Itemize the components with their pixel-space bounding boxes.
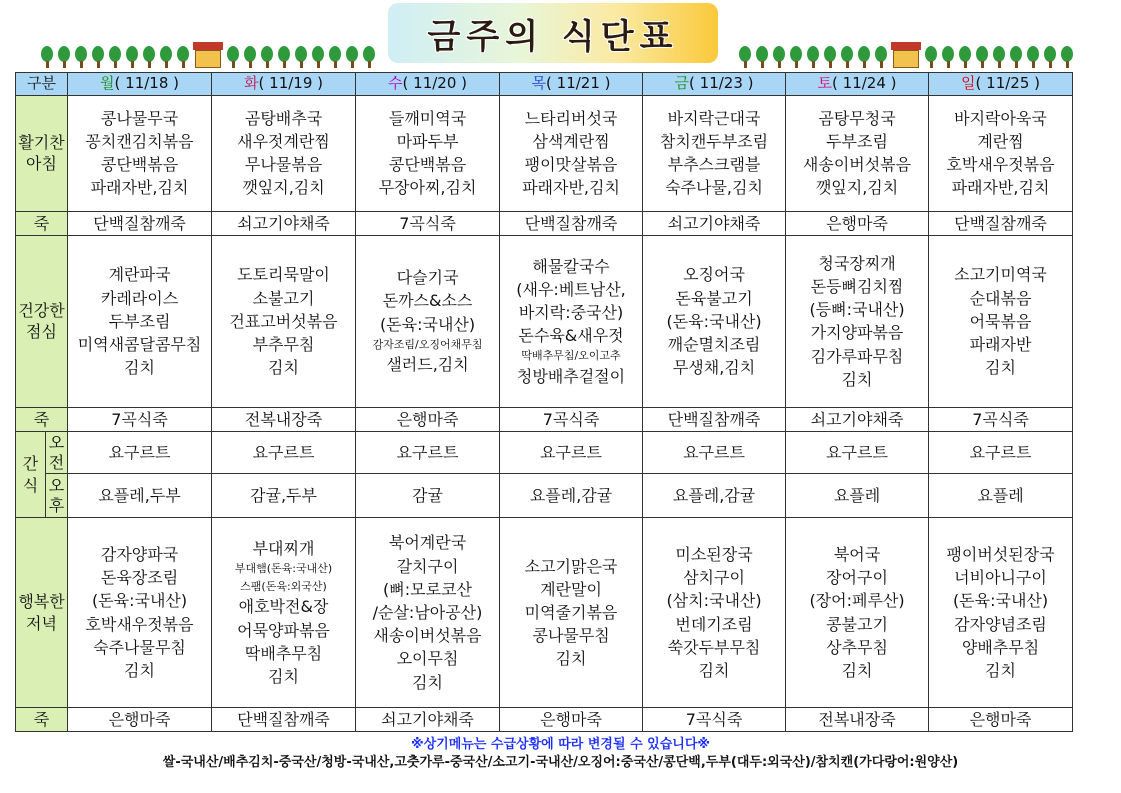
- menu-item: 무생채,김치: [672, 358, 756, 378]
- porridge-cell: 단백질참깨죽: [68, 211, 212, 235]
- menu-item: 파래자반: [969, 335, 1032, 355]
- menu-item: 호박새우젓볶음: [946, 155, 1055, 175]
- title-banner: [388, 3, 718, 63]
- house-icon: [193, 42, 223, 68]
- trees-left-decoration: [40, 40, 376, 68]
- menu-item: 느타리버섯국: [524, 108, 618, 128]
- dinner-cell: [786, 518, 929, 708]
- menu-item: 김치: [985, 661, 1016, 680]
- menu-item: (뼈:모로코산: [383, 579, 472, 599]
- snack-cell: 요구르트: [786, 432, 929, 474]
- snack-cell: 요플레,감귤: [643, 474, 786, 518]
- menu-item: 파래자반,김치: [522, 178, 620, 198]
- snack-cell: 요플레,두부: [68, 474, 212, 518]
- menu-item: 딱배추무침: [244, 643, 323, 663]
- menu-item: (돈육:국내산): [952, 591, 1049, 611]
- porridge-cell: 은행마죽: [68, 708, 212, 732]
- menu-item: 딱배추무침/오이고추: [521, 349, 621, 363]
- menu-item: 북어계란국: [388, 533, 467, 553]
- menu-item: 두부조림: [108, 311, 171, 331]
- header-row: [16, 73, 1073, 96]
- menu-item: 숙주나물무침: [93, 637, 186, 657]
- snack-cell: 요플레: [929, 474, 1073, 518]
- menu-item: 삼색계란찜: [532, 132, 610, 152]
- porridge-row: [16, 407, 1073, 431]
- menu-item: 건표고버섯볶음: [229, 311, 338, 331]
- porridge-label: 죽: [16, 211, 68, 235]
- lunch-label: 건강한 점심: [16, 235, 68, 407]
- day-header: 월( 11/18 ): [68, 73, 212, 96]
- menu-item: 너비아니구이: [954, 568, 1047, 588]
- menu-item: 들깨미역국: [388, 108, 467, 128]
- menu-item: 청방배추겉절이: [516, 367, 626, 387]
- dinner-cell: [68, 518, 212, 708]
- breakfast-cell: [929, 95, 1073, 211]
- snack-label: 간 식: [16, 432, 46, 518]
- menu-item: (돈육:국내산): [379, 314, 476, 334]
- menu-item: 김치: [841, 661, 873, 680]
- snack-cell: 감귤: [356, 474, 500, 518]
- menu-item: 김치: [412, 672, 443, 692]
- dinner-label: 행복한 저녁: [16, 518, 68, 708]
- menu-item: 콩단백볶음: [388, 155, 467, 175]
- menu-item: 미소된장국: [675, 545, 753, 565]
- porridge-cell: 전복내장죽: [212, 407, 356, 431]
- breakfast-label: 활기찬 아침: [16, 95, 68, 211]
- menu-item: 번데기조림: [675, 614, 753, 634]
- porridge-cell: 은행마죽: [356, 407, 500, 431]
- porridge-cell: 7곡식죽: [643, 708, 786, 732]
- menu-item: 갈치구이: [396, 556, 459, 576]
- porridge-cell: 은행마죽: [786, 211, 929, 235]
- menu-item: 새송이버섯볶음: [373, 626, 482, 646]
- porridge-cell: 쇠고기야채죽: [212, 211, 356, 235]
- menu-item: 김가루파무침: [810, 346, 904, 366]
- menu-item: 도토리묵말이: [237, 265, 330, 285]
- menu-item: /순살:남아공산): [372, 603, 483, 623]
- lunch-cell: [500, 235, 643, 407]
- menu-item: 부대햄(돈육:국내산): [234, 562, 333, 576]
- porridge-row: [16, 708, 1073, 732]
- menu-item: 무장아찌,김치: [378, 178, 477, 198]
- day-header: 토( 11/24 ): [786, 73, 929, 96]
- dinner-cell: [643, 518, 786, 708]
- menu-item: (삼치:국내산): [666, 591, 762, 611]
- menu-item: 카레라이스: [100, 288, 179, 308]
- menu-item: 가지양파볶음: [810, 323, 904, 343]
- menu-item: 감자양념조림: [954, 614, 1047, 634]
- breakfast-cell: [643, 95, 786, 211]
- menu-item: 계란말이: [540, 579, 602, 599]
- lunch-row: [16, 235, 1073, 407]
- menu-item: 콩불고기: [826, 614, 888, 634]
- snack-cell: 요구르트: [212, 432, 356, 474]
- menu-item: (장어:페루산): [809, 591, 905, 611]
- porridge-cell: 단백질참깨죽: [500, 211, 643, 235]
- menu-item: 순대볶음: [969, 288, 1032, 308]
- dinner-cell: [929, 518, 1073, 708]
- lunch-cell: [643, 235, 786, 407]
- snack-cell: 요플레,감귤: [500, 474, 643, 518]
- menu-item: 콩나물무국: [100, 108, 179, 128]
- origin-text: 쌀-국내산/배추김치-중국산/청방-국내산,고춧가루-중국산/소고기-국내산/오징어:중국산/콩단백,두부(대두:외국산)/참치캔(가다랑어:원양산): [162, 755, 959, 770]
- menu-item: 돈수육&새우젓: [518, 326, 624, 346]
- menu-item: 오징어국: [683, 265, 745, 285]
- menu-item: 김치: [698, 661, 730, 680]
- snack-cell: 요구르트: [929, 432, 1073, 474]
- menu-item: 샐러드,김치: [386, 355, 469, 375]
- porridge-cell: 7곡식죽: [68, 407, 212, 431]
- snack-cell: 요플레: [786, 474, 929, 518]
- menu-item: 바지락:중국산): [518, 303, 624, 323]
- menu-item: 호박새우젓볶음: [85, 614, 194, 634]
- menu-item: 팽이버섯된장국: [946, 545, 1055, 565]
- porridge-cell: 7곡식죽: [356, 211, 500, 235]
- menu-item: 미역줄기볶음: [524, 603, 618, 623]
- menu-item: 곰탕무청국: [818, 108, 896, 128]
- breakfast-cell: [68, 95, 212, 211]
- day-header: 화( 11/19 ): [212, 73, 356, 96]
- porridge-cell: 은행마죽: [500, 708, 643, 732]
- lunch-cell: [68, 235, 212, 407]
- dinner-cell: [500, 518, 643, 708]
- snack-cell: 요구르트: [356, 432, 500, 474]
- menu-item: 오이무침: [396, 649, 459, 669]
- dinner-row: [16, 518, 1073, 708]
- menu-item: 두부조림: [826, 132, 888, 152]
- lunch-cell: [786, 235, 929, 407]
- porridge-cell: 단백질참깨죽: [643, 407, 786, 431]
- menu-item: 새송이버섯볶음: [802, 155, 912, 175]
- menu-item: 돈육불고기: [675, 288, 753, 308]
- menu-item: 김치: [268, 667, 299, 686]
- snack-cell: 요구르트: [643, 432, 786, 474]
- menu-item: 콩나물무침: [532, 626, 610, 646]
- menu-item: 참치캔두부조림: [659, 132, 769, 152]
- menu-item: 소불고기: [252, 288, 315, 308]
- lunch-cell: [929, 235, 1073, 407]
- porridge-cell: 7곡식죽: [929, 407, 1073, 431]
- porridge-label: 죽: [16, 708, 68, 732]
- porridge-cell: 7곡식죽: [500, 407, 643, 431]
- lunch-cell: [356, 235, 500, 407]
- menu-item: 미역새콤달콤무침: [77, 335, 202, 355]
- snack-am-row: [16, 432, 1073, 474]
- menu-table: [15, 72, 1073, 732]
- menu-item: 쑥갓두부무침: [667, 637, 761, 657]
- menu-item: 소고기미역국: [954, 265, 1047, 285]
- porridge-cell: 쇠고기야채죽: [786, 407, 929, 431]
- breakfast-cell: [212, 95, 356, 211]
- menu-item: 깻잎지,김치: [815, 178, 899, 198]
- menu-item: 상추무침: [826, 637, 888, 657]
- menu-item: 부추무침: [252, 335, 315, 355]
- menu-item: 김치: [268, 358, 299, 378]
- breakfast-cell: [786, 95, 929, 211]
- menu-item: 콩단백볶음: [100, 155, 179, 175]
- menu-item: 꽁치캔김치볶음: [85, 132, 194, 152]
- menu-item: 마파두부: [396, 132, 459, 152]
- menu-item: 새우젓계란찜: [237, 132, 330, 152]
- trees-right-decoration: [738, 40, 1074, 68]
- porridge-cell: 전복내장죽: [786, 708, 929, 732]
- menu-item: (돈육:국내산): [91, 591, 188, 611]
- menu-item: 곰탕배추국: [244, 108, 323, 128]
- dinner-cell: [356, 518, 500, 708]
- breakfast-cell: [356, 95, 500, 211]
- menu-item: 감자양파국: [100, 545, 179, 565]
- page-title: 금주의 식단표: [427, 16, 679, 57]
- menu-item: 돈육장조림: [100, 568, 179, 588]
- menu-item: 청국장찌개: [818, 253, 896, 273]
- menu-item: 김치: [555, 649, 587, 669]
- day-header: 목( 11/21 ): [500, 73, 643, 96]
- menu-item: 숙주나물,김치: [665, 178, 763, 198]
- snack-am-label: 오 전: [46, 432, 68, 474]
- menu-item: 김치: [985, 358, 1016, 378]
- porridge-cell: 은행마죽: [929, 708, 1073, 732]
- menu-item: 애호박전&장: [238, 597, 329, 617]
- porridge-cell: 쇠고기야채죽: [356, 708, 500, 732]
- porridge-cell: 단백질참깨죽: [929, 211, 1073, 235]
- porridge-cell: 쇠고기야채죽: [643, 211, 786, 235]
- notice-text: ※상기메뉴는 수급상황에 따라 변경될 수 있습니다※: [410, 737, 711, 752]
- breakfast-row: [16, 95, 1073, 211]
- menu-item: (등뼈:국내산): [809, 300, 905, 320]
- menu-item: 바지락아욱국: [954, 108, 1047, 128]
- menu-item: (돈육:국내산): [666, 311, 762, 331]
- menu-item: 파래자반,김치: [951, 178, 1050, 198]
- menu-item: 부대찌개: [252, 539, 315, 559]
- snack-cell: 요구르트: [68, 432, 212, 474]
- menu-item: 김치: [841, 369, 873, 389]
- porridge-cell: 단백질참깨죽: [212, 708, 356, 732]
- menu-item: 삼치구이: [683, 568, 745, 588]
- menu-item: (새우:베트남산,: [516, 279, 626, 299]
- menu-item: 장어구이: [826, 568, 888, 588]
- day-header: 수( 11/20 ): [356, 73, 500, 96]
- menu-item: 김치: [124, 661, 155, 680]
- menu-item: 부추스크램블: [667, 155, 761, 175]
- menu-item: 돈까스&소스: [382, 291, 473, 311]
- menu-item: 계란파국: [108, 265, 171, 285]
- menu-item: 해물칼국수: [532, 256, 610, 276]
- dinner-cell: [212, 518, 356, 708]
- snack-cell: 요구르트: [500, 432, 643, 474]
- menu-item: 스팸(돈육:외국산): [240, 579, 327, 593]
- porridge-label: 죽: [16, 407, 68, 431]
- menu-item: 깨순멸치조림: [667, 335, 761, 355]
- menu-item: 무나물볶음: [244, 155, 323, 175]
- menu-item: 팽이맛살볶음: [524, 155, 618, 175]
- menu-item: 다슬기국: [396, 268, 459, 288]
- menu-item: 바지락근대국: [667, 108, 761, 128]
- menu-item: 양배추무침: [961, 637, 1040, 657]
- menu-item: 소고기맑은국: [524, 556, 618, 576]
- menu-item: 북어국: [833, 545, 881, 565]
- porridge-row: [16, 211, 1073, 235]
- breakfast-cell: [500, 95, 643, 211]
- menu-item: 어묵양파볶음: [237, 620, 330, 640]
- menu-item: 김치: [124, 358, 155, 378]
- day-header: 금( 11/23 ): [643, 73, 786, 96]
- lunch-cell: [212, 235, 356, 407]
- menu-item: 계란찜: [977, 132, 1024, 152]
- house-icon: [891, 42, 921, 68]
- menu-item: 깻잎지,김치: [242, 178, 325, 198]
- day-header: 일( 11/25 ): [929, 73, 1073, 96]
- menu-item: 돈등뼈김치찜: [810, 277, 904, 297]
- menu-item: 어묵볶음: [969, 311, 1032, 331]
- menu-item: 감자조림/오징어채무침: [372, 337, 483, 351]
- header-label: 구분: [16, 73, 68, 96]
- snack-cell: 감귤,두부: [212, 474, 356, 518]
- snack-pm-row: [16, 474, 1073, 518]
- snack-pm-label: 오 후: [46, 474, 68, 518]
- menu-item: 파래자반,김치: [90, 178, 189, 198]
